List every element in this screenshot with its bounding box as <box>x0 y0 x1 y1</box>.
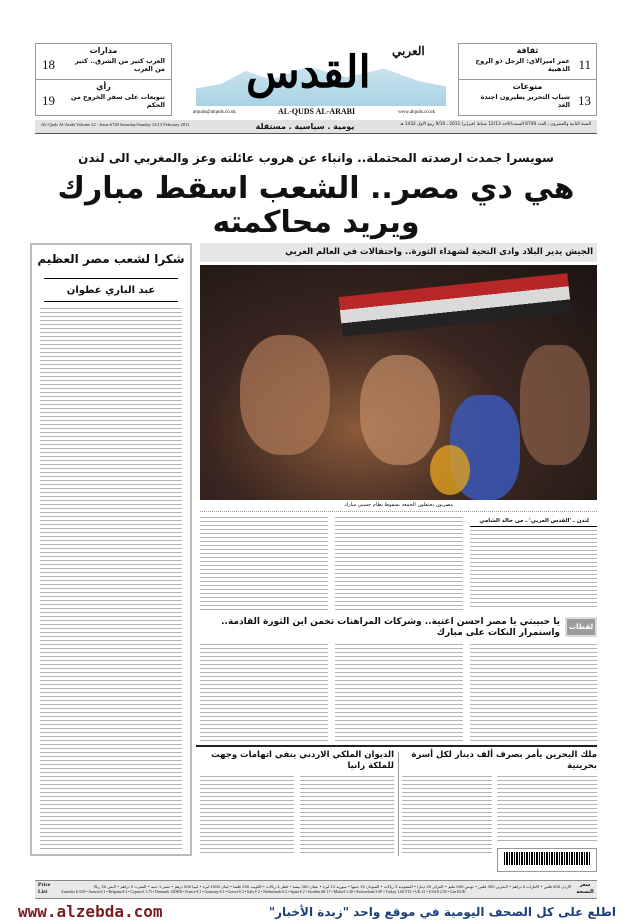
crowd-figure <box>430 445 470 495</box>
divider <box>196 745 597 747</box>
price-rows: الاردن 400 فلس • الامارات 4 دراهم • البحرين 300 فلس • تونس 900 مليم • الجزائر 20 دينارا • السعودية 3 ريالات • السودان 15 جنيها • سورية 12 ليرة • عمان 300 بيسة • قطر 4 ريالات • الكويت 250 فلسا • لبنان 1500 ليرة • ليبيا 500 درهم • مصر 1 جنيه • المغرب 5 دراهم • اليمن 50 ريالا Australia $.3.00 • Austria € 2 • Belgium € 2 • Cyprus € 1.75 • Denmark 12DKR • France € 2 • Germany € 2 • Greece € 2 • Italy € 2 • Netherlands € 2 • Spain € 2 • Sweden SK 17 • Malta € 1.40 • Switzerland 3 SF • Turkey 1.60 YTL • UK £1 • USA $ 2.50 • Can $2.00 <box>61 884 571 894</box>
snapshots-text-col <box>335 644 463 742</box>
editorial-box <box>30 243 192 856</box>
divider <box>398 752 399 856</box>
jordan-text-col <box>200 776 294 856</box>
logo-english: AL-QUDS AL-ARABI <box>278 107 356 116</box>
divider <box>200 511 597 512</box>
footer-slogan: اطلع على كل الصحف اليومية في موقع واحد "زبدة الأخبار" <box>268 905 616 919</box>
crowd-figure <box>240 335 330 455</box>
jordan-text-col <box>300 776 394 856</box>
bahrain-text-col <box>497 776 597 844</box>
price-list-bar: Price List سعر النسخة الاردن 400 فلس • الامارات 4 دراهم • البحرين 300 فلس • تونس 900 مليم • الجزائر 20 دينارا • السعودية 3 ريالات • السودان 15 جنيها • سورية 12 ليرة • عمان 300 بيسة • قطر 4 ريالات • الكويت 250 فلسا • لبنان 1500 ليرة • ليبيا 500 درهم • مصر 1 جنيه • المغرب 5 دراهم • اليمن 50 ريالا Australia $.3.00 • Austria € 2 • Belgium € 2 • Cyprus € 1.75 • Denmark 12DKR • France € 2 • Germany € 2 • Greece € 2 • Italy € 2 • Netherlands € 2 • Spain € 2 • Sweden SK 17 • Malta € 1.40 • Switzerland 3 SF • Turkey 1.60 YTL • UK £1 • USA $ 2.50 • Can $2.00 <box>35 880 597 899</box>
lead-headline-bar: الجيش يدير البلاد وادى التحية لشهداء الثورة.. واحتفالات في العالم العربي <box>200 243 597 262</box>
teaser-item[interactable]: رأي تنويعات على سفر الخروج من الحكم 19 <box>42 82 165 109</box>
teaser-item[interactable]: ثقافة عمر اميرالاي: الرجل ذو الروح الذهبية 11 <box>459 44 596 80</box>
lead-photo[interactable] <box>200 265 597 500</box>
lead-text-col <box>200 517 328 610</box>
website[interactable]: www.alquds.co.uk <box>398 110 436 115</box>
teaser-box-right <box>458 43 597 116</box>
photo-caption: مصريون يحتفلون الجمعة بسقوط نظام حسني مبارك <box>344 502 453 508</box>
bahrain-text-col <box>402 776 492 856</box>
editorial-body-text <box>40 308 182 850</box>
teaser-item[interactable]: مدارات العرب كثير من الشرق.. كثير من الغرب 18 <box>36 44 171 80</box>
editorial-title[interactable]: شكرا لشعب مصر العظيم <box>37 252 185 266</box>
lead-text-col <box>335 517 463 610</box>
jordan-headline[interactable]: الديوان الملكي الاردني ينفي اتهامات وجهت للملكة رانيا <box>211 750 394 771</box>
divider <box>44 278 178 279</box>
teaser-item[interactable]: منوعات شباب التحرير يطيرون اجندة الغد 13 <box>480 82 591 109</box>
dateline-bar: AL-Quds Al-Arabi Volume 22 - Issue 6740 Saturday/Sunday 12/13 February 2011 يومية . سياسية . مستقلة السنة الثانية والعشرون ـ العدد 6740 السبت/الاحد 12/13 شباط (فبراير) 2011 ـ 9/10 ربيع الاول 1432 هـ <box>35 120 597 134</box>
email[interactable]: alquds@alquds.co.uk <box>193 110 236 115</box>
byline: لندن ـ 'القدس العربي' ـ من خالد الشامي <box>470 516 597 527</box>
editorial-author: عبد الباري عطوان <box>66 285 156 296</box>
masthead-logo: القدس العربي <box>196 44 446 106</box>
snapshots-label: لقطات <box>565 617 597 637</box>
divider <box>44 301 178 302</box>
lead-text-col <box>470 530 597 610</box>
bahrain-headline[interactable]: ملك البحرين يأمر بصرف ألف دينار لكل أسرة بحرينية <box>411 750 597 771</box>
barcode <box>497 848 597 872</box>
crowd-figure <box>520 345 590 465</box>
snapshots-text-col <box>200 644 328 742</box>
teaser-box-left <box>35 43 172 116</box>
main-headline[interactable]: هي دي مصر.. الشعب اسقط مبارك ويريد محاكمته <box>57 171 575 240</box>
snapshots-headline[interactable]: يا حبيبتي يا مصر احسن اغنية.. وشركات المراهنات تخمن اين الثورة القادمة.. واستمرار النكات على مبارك <box>221 617 560 638</box>
footer-url[interactable]: www.alzebda.com <box>18 902 163 921</box>
crowd-figure <box>360 355 440 465</box>
flag <box>339 273 572 337</box>
subheadline: سويسرا جمدت ارصدته المحتملة.. وانباء عن هروب عائلته وعز والمغربي الى لندن <box>78 151 554 165</box>
snapshots-text-col <box>470 644 597 742</box>
